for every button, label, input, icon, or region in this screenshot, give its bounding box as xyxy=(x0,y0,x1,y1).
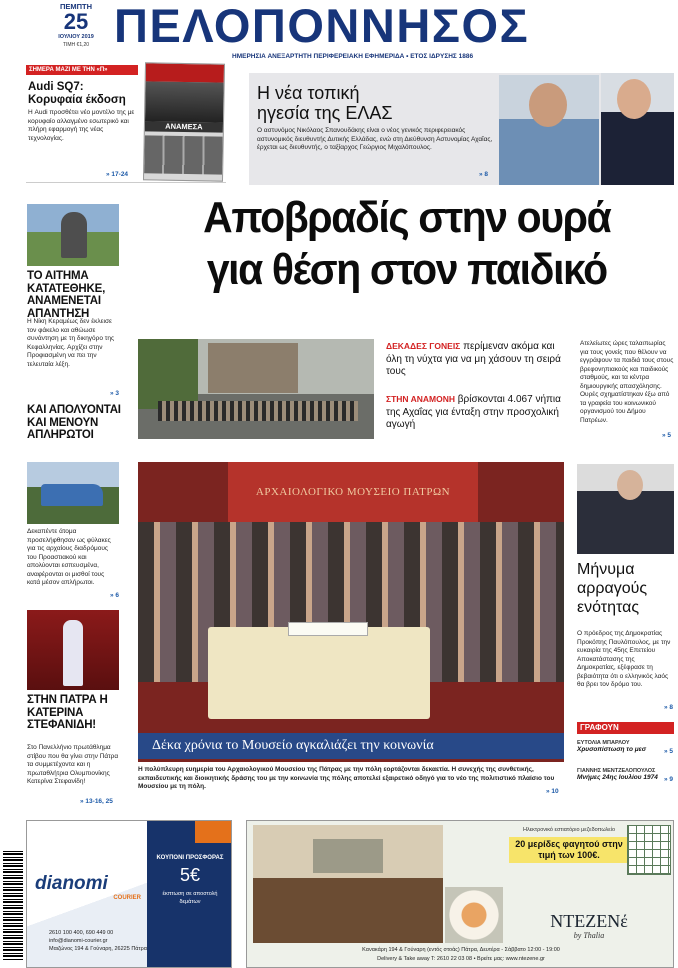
main-headline xyxy=(138,192,676,296)
police-headline xyxy=(257,83,497,123)
writer-1-ref: » 5 xyxy=(664,748,674,755)
writer-2 xyxy=(577,768,674,781)
statue-figure xyxy=(61,212,87,258)
dianomi-coupon-price: 5€ xyxy=(179,865,201,885)
ntezene-window xyxy=(313,839,383,873)
queue-crowd xyxy=(158,401,358,421)
ntezene-ad xyxy=(246,820,674,968)
statue-photo xyxy=(27,204,119,266)
issue-price: ΤΙΜΗ €1,20 xyxy=(62,42,90,48)
museum-table xyxy=(208,627,430,719)
ntezene-offer-main: 20 μερίδες φαγητού στην τιμή των 100€. xyxy=(509,837,629,863)
dianomi-orange-corner xyxy=(195,821,232,843)
dianomi-logo xyxy=(35,873,147,901)
magazine-title: ΑΝΑΜΕΣΑ xyxy=(145,121,223,132)
museum-ref: » 10 xyxy=(546,788,559,795)
dianomi-address: Μαιζώνος 194 & Γούναρη, 26225 Πάτρα xyxy=(49,946,147,952)
promo-headline-line1: Audi SQ7: xyxy=(28,81,84,93)
ntezene-offer-top: Ηλεκτρονικό εστιατόριο μεζεδοπωλείο xyxy=(522,827,616,833)
dianomi-ad xyxy=(26,820,232,968)
ntezene-brand: ΝΤΕΖΕΝέ xyxy=(550,911,628,931)
left-story2-head: ΚΑΙ ΑΠΟΛΥΟΝΤΑΙ ΚΑΙ ΜΕΝΟΥΝ ΑΠΛΗΡΩΤΟΙ xyxy=(27,404,121,441)
athlete-figure xyxy=(63,620,83,686)
dianomi-coupon xyxy=(147,821,232,968)
main-side-text: Ατελείωτες ώρες ταλαιπωρίας για τους γονείς που θέλουν να εγγράψουν τα παιδιά τους στους βρεφονηπιακούς και παιδικούς σταθμούς, και τα κέντρα δημιουργικής απασχόλησης. Ουρές σχηματίστηκαν έξω από τα γραφεία του κοινωνικού οργανισμού του Δήμου Πατρέων. xyxy=(580,340,674,424)
ntezene-interior-photo xyxy=(253,825,443,943)
main-col1-lead: ΔΕΚΑΔΕΣ ΓΟΝΕΙΣ xyxy=(386,341,461,351)
main-col1 xyxy=(386,340,572,379)
queue-trees xyxy=(138,339,198,409)
masthead-title: ΠΕΛΟΠΟΝΝΗΣΟΣ xyxy=(114,0,530,52)
promo-magazine xyxy=(143,62,225,181)
dianomi-contacts xyxy=(49,929,149,953)
officer-2-face xyxy=(617,79,651,119)
police-body: Ο αστυνόμος Νικόλαος Σπανουδάκης είναι ο νέος γενικός περιφερειακός αστυνομικός διευθυντής Δυτικής Ελλάδας, ενώ στη Διεύθυνση Αστυνομίας Αχαΐας, έρχεται ως διευθυντής, ο ταξίαρχος Γεώργιος Μιχαλόπουλος. xyxy=(257,127,493,151)
main-headline-line2: για θέση στον παιδικό xyxy=(206,245,607,294)
main-ref: » 5 xyxy=(662,432,672,439)
ntezene-food-photo xyxy=(445,887,503,943)
barcode xyxy=(3,850,23,960)
police-box xyxy=(249,73,674,185)
promo-box xyxy=(26,63,226,183)
issue-day: ΠΕΜΠΤΗ xyxy=(59,2,93,11)
museum-sign-panel xyxy=(228,462,478,522)
main-col1-text: περίμεναν ακόμα και όλη τη νύχτα για να μη χάσουν τη σειρά τους xyxy=(386,341,561,377)
promo-headline-line2: Κορυφαία έκδοση xyxy=(28,93,126,106)
queue-building xyxy=(208,343,298,393)
main-col2-lead: ΣΤΗΝ ΑΝΑΜΟΝΗ xyxy=(386,394,456,404)
left-story2-ref: » 6 xyxy=(110,592,120,599)
train-photo xyxy=(27,462,119,524)
train-shape xyxy=(41,484,103,506)
right-headline-line2: αρραγούς xyxy=(577,580,648,597)
main-col2 xyxy=(386,393,572,432)
police-ref: » 8 xyxy=(479,171,489,178)
right-headline-line1: Μήνυμα xyxy=(577,561,635,578)
masthead-subtitle: ΗΜΕΡΗΣΙΑ ΑΝΕΞΑΡΤΗΤΗ ΠΕΡΙΦΕΡΕΙΑΚΗ ΕΦΗΜΕΡΙΔΑ • ΕΤΟΣ ΙΔΡΥΣΗΣ 1886 xyxy=(232,53,474,60)
issue-date-number: 25 xyxy=(63,9,89,34)
queue-photo xyxy=(138,339,374,439)
writers-tag: ΓΡΑΦΟΥΝ xyxy=(577,722,674,734)
dianomi-brand-sub: COURIER xyxy=(113,895,141,901)
stefanidi-photo xyxy=(27,610,119,690)
promo-body: Η Audi προσθέτει νέο μοντέλο της με κορυφαίο αλλαγμένο εσωτερικό και πλήρη εφαρμογή της νέας τεχνολογίας. xyxy=(28,109,135,142)
dianomi-phone: 2610 100 400, 690 449 00 xyxy=(49,930,114,936)
writer-1-name: ΕΥΤΟΛΙΑ ΜΠΑΡΛΟΥ xyxy=(577,740,630,746)
left-story2-body: Δεκαπέντε άτομα προσελήφθησαν ως φύλακες για τις αρχαίους διαδρόμους του Προαστιακού και απολύονται εσπευσμένα, αναφέρονται οι μισθοί τους κατά μέσον απλήρωτοι. xyxy=(27,528,111,586)
magazine-car-photo xyxy=(145,81,224,122)
police-officer-2-photo xyxy=(601,73,674,185)
main-col2-text: βρίσκονται 4.067 νήπια της Αχαΐας για ένταξη στην προσχολική αγωγή xyxy=(386,394,561,430)
right-ref: » 8 xyxy=(664,704,674,711)
police-headline-line1: Η νέα τοπική xyxy=(257,83,360,103)
writer-1-title: Χρυσοπίστωση το μεσ xyxy=(577,746,647,753)
museum-body: Η πολύπλευρη ευημερία του Αρχαιολογικού Μουσείου της Πάτρας με την πόλη εορτάζονται δεκαετία. Η συνεχής της συνθετικής, εκπαιδευτικής και διοικητικής δράσης του με την κοινωνία της πόλης αποτελεί εξαιρετικό οδηγό για το νέο της πολιτιστικό πλαίσιο του Μουσείου με τη πόλη. xyxy=(138,766,555,790)
ntezene-calendar-icon xyxy=(627,825,671,875)
police-headline-line2: ηγεσία της ΕΛΑΣ xyxy=(257,103,393,123)
magazine-photo-grid xyxy=(144,135,223,174)
promo-tag: ΣΗΜΕΡΑ ΜΑΖΙ ΜΕ ΤΗΝ «Π» xyxy=(26,65,138,75)
dianomi-coupon-offer: έκπτωση σε αποστολή δεμάτων xyxy=(162,891,218,905)
promo-headline xyxy=(28,81,140,106)
left-story3-head: ΣΤΗΝ ΠΑΤΡΑ Η ΚΑΤΕΡΙΝΑ ΣΤΕΦΑΝΙΔΗ! xyxy=(27,694,108,731)
ntezene-address2: Delivery & Take away T: 2610 22 03 08 • Βρείτε μας: www.ntezene.gr xyxy=(377,956,545,962)
left-story1-ref: » 3 xyxy=(110,390,120,397)
right-headline-line3: ενότητας xyxy=(577,599,640,616)
promo-ref: » 17-24 xyxy=(106,171,129,178)
right-body: Ο πρόεδρος της Δημοκρατίας Προκόπης Παυλόπουλος, με την ευκαιρία της 45ης Επετείου Αποκατάστασης της Δημοκρατίας, εξέφρασε τη βεβαιότητα ότι ο ελληνικός λαός θα βρει τον δρόμο του. xyxy=(577,630,671,688)
dianomi-email: info@dianomi-courier.gr xyxy=(49,938,108,944)
issue-month-year: ΙΟΥΛΙΟΥ 2019 xyxy=(58,34,94,40)
writer-2-title: Μνήμες 24ης Ιουλίου 1974 xyxy=(577,774,658,781)
officer-1-face xyxy=(529,83,567,127)
dianomi-brand: dianomi xyxy=(35,873,108,894)
president-photo xyxy=(577,464,674,554)
date-box xyxy=(46,2,106,58)
left-story1-body: Η Νίκη Κεραμέως δεν έκλεισε τον φάκελο και αθώωσε συνάντηση με τη δικηγόρο της Κεφαλληνίας. Αρχίζει στην Προφιασμένη να πει την τελευταία λέξη. xyxy=(27,318,115,368)
museum-caption: Δέκα χρόνια το Μουσείο αγκαλιάζει την κοινωνία xyxy=(138,733,564,759)
president-face xyxy=(617,470,643,500)
left-story3-ref: » 13-16, 25 xyxy=(80,798,113,805)
museum-sign: ΑΡΧΑΙΟΛΟΓΙΚΟ ΜΟΥΣΕΙΟ ΠΑΤΡΩΝ xyxy=(255,486,451,498)
dianomi-coupon-title: ΚΟΥΠΟΝΙ ΠΡΟΣΦΟΡΑΣ xyxy=(156,855,224,861)
ntezene-address: Κανακάρη 194 & Γούναρη (εντός στοάς) Πάτρα, Δευτέρα - Σάββατο 12:00 - 19:00 xyxy=(362,947,560,953)
police-officer-1-photo xyxy=(499,75,599,185)
main-headline-line1: Αποβραδίς στην ουρά xyxy=(203,193,611,242)
magazine-top-strip xyxy=(146,63,224,82)
left-story3-body: Στο Πανελλήνιο πρωτάθλημα στίβου που θα γίνει στην Πάτρα τα συμμετέχοντα και η πρωταθλήτρια Ολυμπιονίκης Κατερίνα Στεφανίδη! xyxy=(27,744,119,785)
right-headline xyxy=(577,560,674,617)
museum-cake xyxy=(288,622,368,636)
writer-2-ref: » 9 xyxy=(664,776,674,783)
writer-2-name: ΓΙΑΝΝΗΣ ΜΕΝΤΖΕΛΟΠΟΥΛΟΣ xyxy=(577,768,656,774)
ntezene-brand-sub: by Thalia xyxy=(573,931,605,940)
left-story1-head: ΤΟ ΑΙΤΗΜΑ ΚΑΤΑΤΕΘΗΚΕ, ΑΝΑΜΕΝΕΤΑΙ ΑΠΑΝΤΗΣΗ xyxy=(27,270,106,320)
museum-photo xyxy=(138,462,564,762)
writer-1 xyxy=(577,740,674,753)
